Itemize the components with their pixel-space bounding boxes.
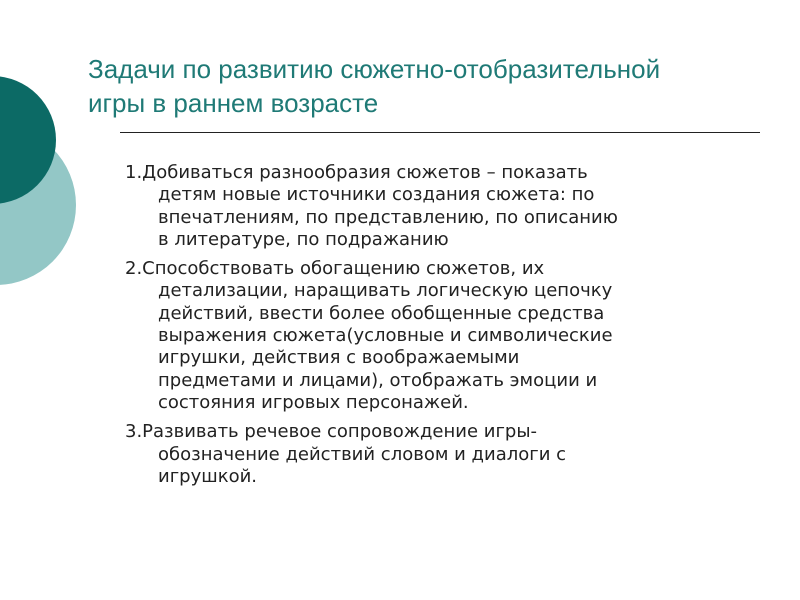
slide-title-line-1: Задачи по развитию сюжетно-отобразительной <box>88 54 661 84</box>
task-1-line-3: впечатлениям, по представлению, по описанию <box>158 206 618 228</box>
decorative-circles <box>0 0 120 330</box>
task-item-3 <box>125 421 785 488</box>
task-3-line-2: обозначение действий словом и диалоги с <box>158 443 567 465</box>
task-1-line-2: детям новые источники создания сюжета: по <box>158 184 595 206</box>
slide-title-line-2: игры в раннем возрасте <box>88 88 379 118</box>
task-list <box>125 162 785 495</box>
task-2-line-1: 2.Способствовать обогащению сюжетов, их <box>125 258 545 280</box>
task-item-1 <box>125 162 785 251</box>
task-2-line-2: детализации, наращивать логическую цепочку <box>158 280 613 302</box>
task-1-line-1: 1.Добиваться разнообразия сюжетов – показать <box>125 162 588 183</box>
task-2-line-7: состояния игровых персонажей. <box>158 391 469 413</box>
task-2-line-6: предметами и лицами), отображать эмоции и <box>158 369 598 391</box>
task-2-line-4: выражения сюжета(условные и символические <box>158 325 613 347</box>
slide-title <box>88 52 788 120</box>
task-3-line-3: игрушкой. <box>158 465 258 487</box>
task-3-line-1: 3.Развивать речевое сопровождение игры- <box>125 421 538 443</box>
task-2-line-5: игрушки, действия с воображаемыми <box>158 347 520 369</box>
task-item-2 <box>125 258 785 414</box>
task-2-line-3: действий, ввести более обобщенные средства <box>158 302 605 324</box>
task-1-line-4: в литературе, по подражанию <box>158 228 449 250</box>
title-divider <box>120 132 760 133</box>
